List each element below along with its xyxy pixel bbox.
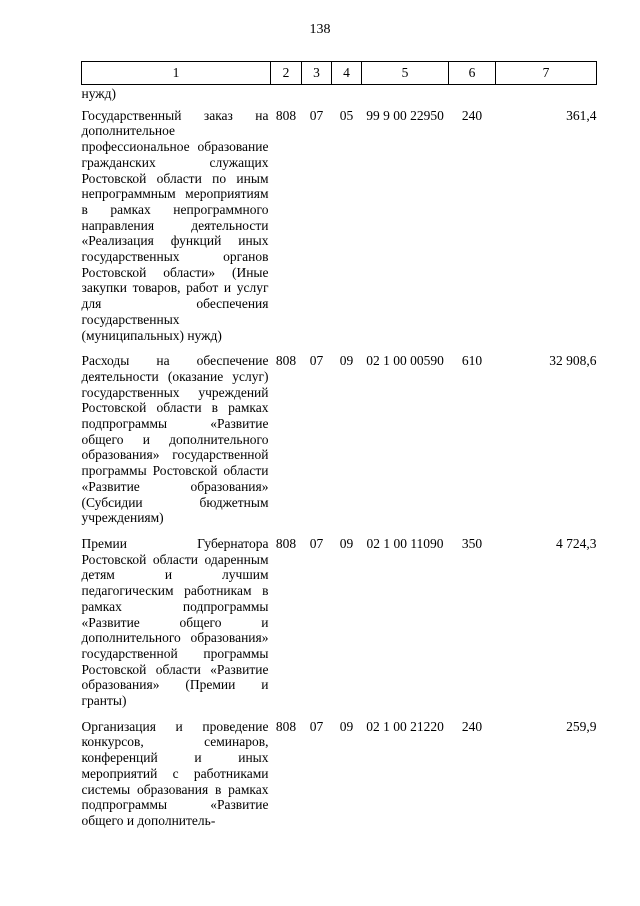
row-expense-type: 350 (461, 535, 483, 551)
header-col-1: 1 (82, 62, 271, 85)
header-col-3: 3 (302, 62, 332, 85)
header-col-5: 5 (362, 62, 449, 85)
continuation-row (82, 85, 597, 102)
row-target-code: 02 1 00 21220 (366, 718, 444, 734)
table-row (82, 530, 597, 713)
table-body (82, 85, 597, 833)
row-subsection-code: 05 (339, 107, 354, 123)
row-subsection-code: 09 (339, 718, 354, 734)
row-expense-type: 240 (461, 718, 483, 734)
row-expense-type: 240 (461, 107, 483, 123)
table-row (82, 713, 597, 833)
row-ministry-code: 808 (275, 107, 297, 123)
row-target-code: 99 9 00 22950 (366, 107, 444, 123)
row-expense-type: 610 (461, 353, 483, 369)
row-subsection-code: 09 (339, 353, 354, 369)
continuation-text: нужд) (81, 86, 116, 101)
header-row (82, 62, 597, 85)
row-section-code: 07 (309, 353, 324, 369)
row-section-code: 07 (309, 535, 324, 551)
row-target-code: 02 1 00 00590 (366, 353, 444, 369)
row-amount: 32 908,6 (549, 353, 597, 369)
row-target-code: 02 1 00 11090 (366, 535, 444, 551)
row-section-code: 07 (309, 107, 324, 123)
row-description: Организация и проведение конкурсов, семинаров, конференций и иных мероприятий с работниками системы образования в рамках подпрограммы «Развитие общего и дополнитель- (81, 718, 269, 828)
row-ministry-code: 808 (275, 353, 297, 369)
row-amount: 4 724,3 (556, 535, 597, 551)
row-amount: 259,9 (566, 718, 597, 734)
row-ministry-code: 808 (275, 535, 297, 551)
row-section-code: 07 (309, 718, 324, 734)
header-col-6: 6 (449, 62, 496, 85)
table-row (82, 102, 597, 348)
row-description: Расходы на обеспечение деятельности (оказание услуг) государственных учреждений Ростовской области в рамках подпрограммы «Развитие общего и дополнительного образования» государственной программы Ростовской области «Развитие образования» (Субсидии бюджетным учреждениям) (81, 353, 269, 526)
page-number: 138 (309, 22, 331, 37)
header-col-4: 4 (332, 62, 362, 85)
budget-table (81, 61, 597, 833)
row-description: Государственный заказ на дополнительное профессиональное образование гражданских служащих Ростовской области по иным непрограммным мероприятиям в рамках непрограммного направления деятельности «Реализация функций иных государственных органов Ростовской области» (Иные закупки товаров, работ и услуг для обеспечения государственных (муниципальных) нужд) (81, 107, 269, 343)
header-col-7: 7 (496, 62, 597, 85)
table-header (82, 62, 597, 85)
row-description: Премии Губернатора Ростовской области одаренным детям и лучшим педагогическим работникам в рамках подпрограммы «Развитие общего и дополнительного образования» государственной программы Ростовской области «Развитие образования» (Премии и гранты) (81, 535, 269, 709)
row-amount: 361,4 (566, 107, 597, 123)
row-subsection-code: 09 (339, 535, 354, 551)
header-col-2: 2 (271, 62, 302, 85)
row-ministry-code: 808 (275, 718, 297, 734)
table-row (82, 347, 597, 530)
